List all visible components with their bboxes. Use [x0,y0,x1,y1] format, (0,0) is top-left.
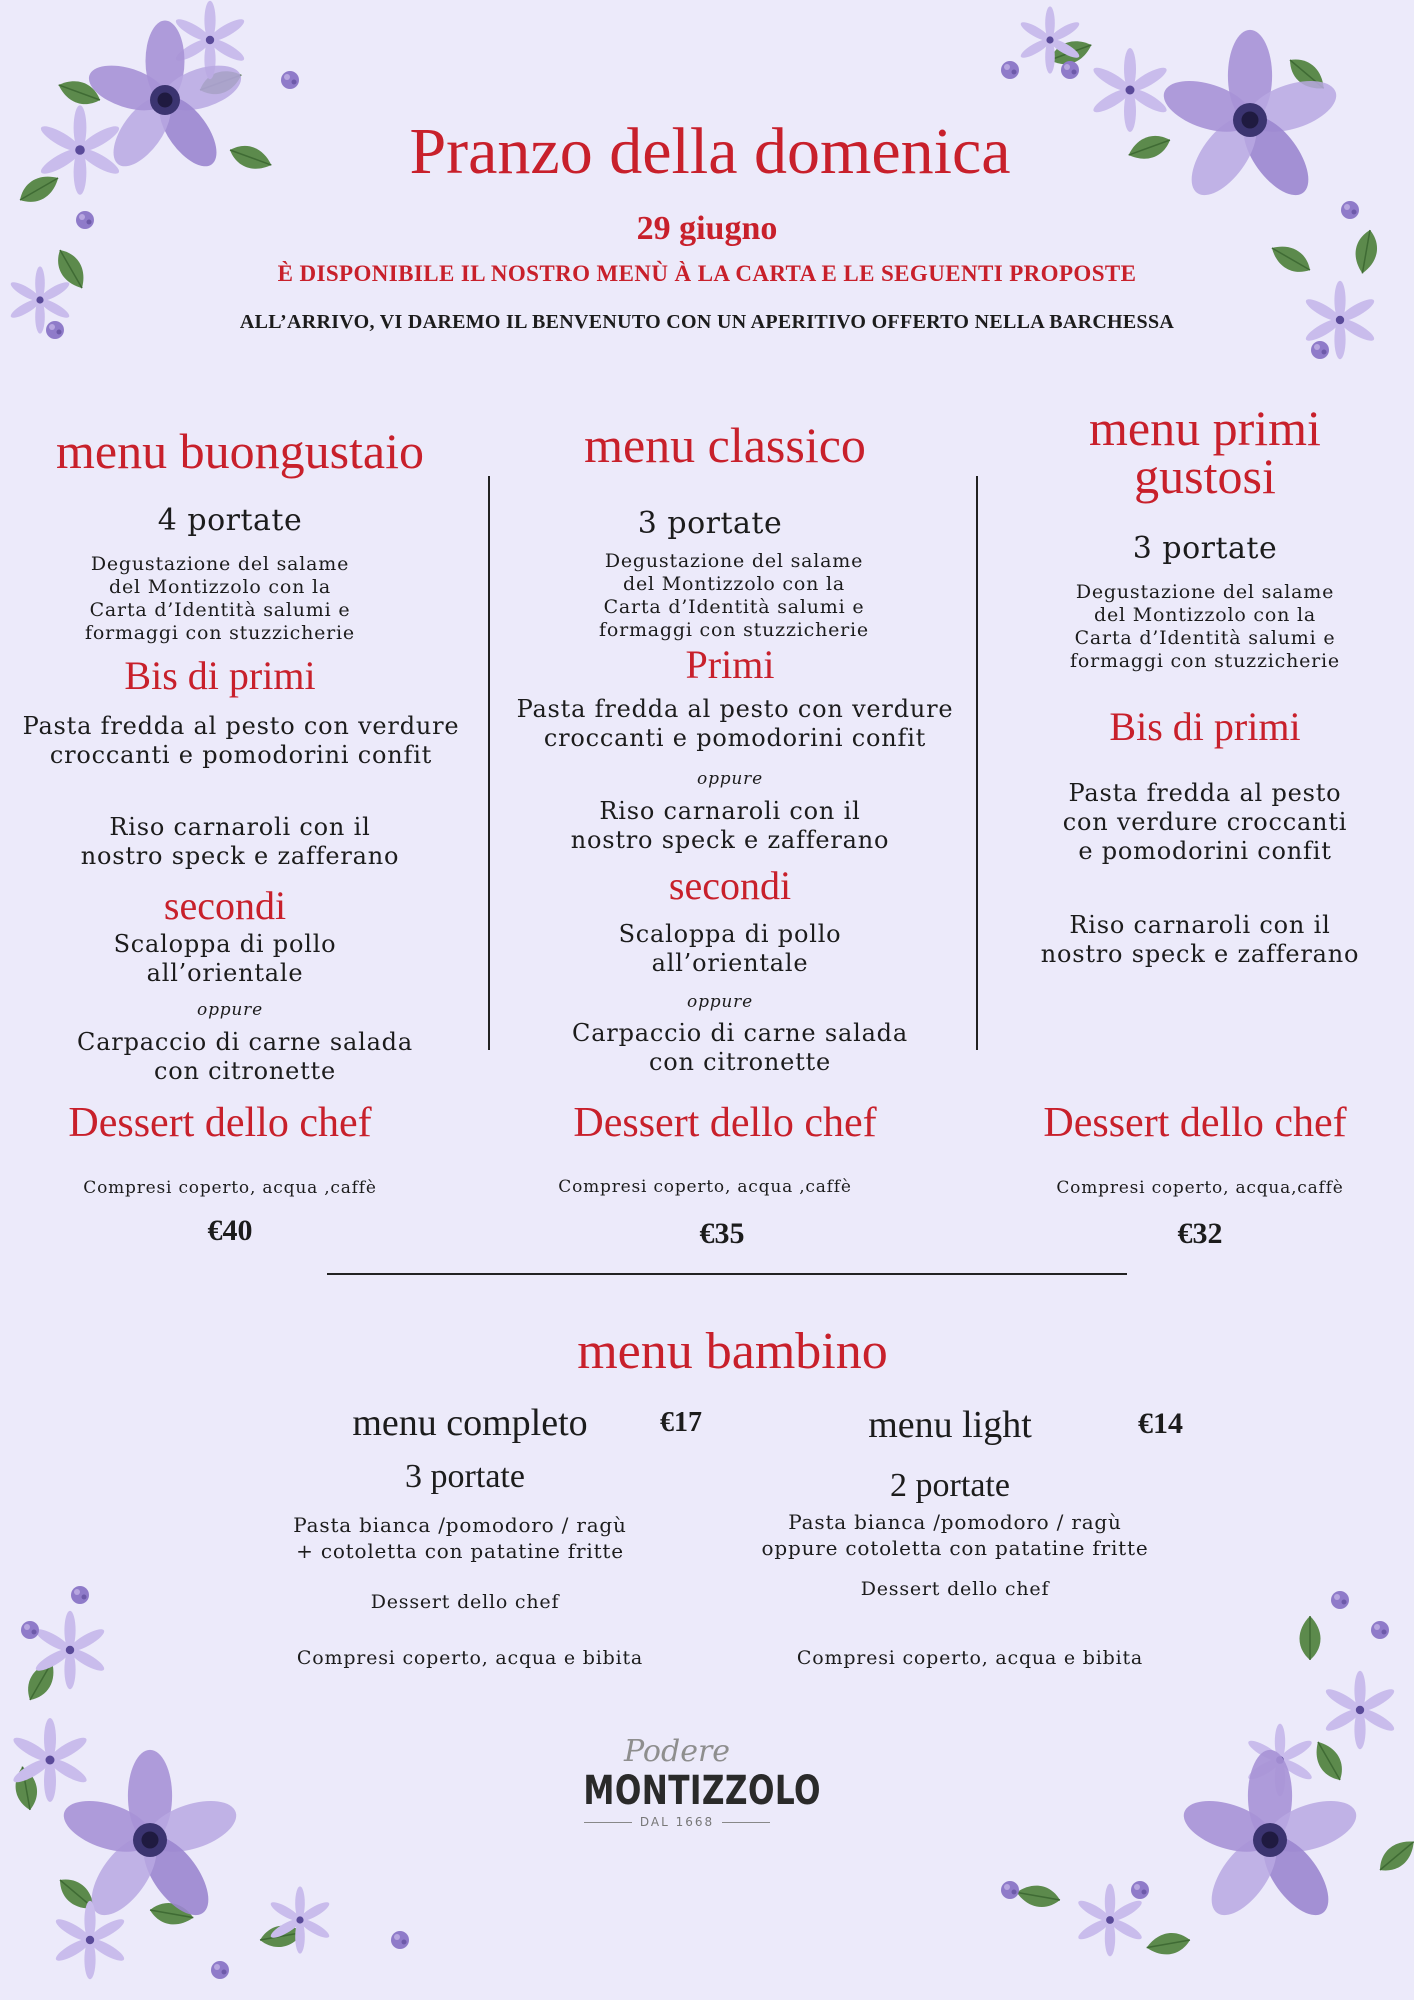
dish-line: Riso carnaroli con il [599,797,861,825]
floral-decoration-bottom-right [980,1580,1414,2000]
second-course-1 [530,920,930,978]
event-date: 29 giugno [636,210,778,247]
starter-line: del Montizzolo con la [623,573,845,595]
or-label: oppure [197,1000,263,1020]
dish-line: Pasta fredda al pesto con verdure [22,712,460,740]
kids-menu-light-title: menu light [868,1404,1032,1446]
kids-menu-complete-dessert: Dessert dello chef [370,1591,560,1613]
dish-line: Pasta bianca /pomodoro / ragù [293,1513,627,1537]
availability-notice: È DISPONIBILE IL NOSTRO MENÙ À LA CARTA E LE SEGUENTI PROPOSTE [277,261,1137,286]
logo-rule [722,1822,770,1823]
second-course-2 [520,1019,960,1077]
or-label: oppure [687,992,753,1012]
starter-line: Degustazione del salame [90,553,350,575]
dish-line: croccanti e pomodorini confit [543,724,927,752]
kids-menu-complete-price: €17 [660,1407,702,1438]
first-course-2 [520,797,940,855]
price: €32 [1177,1217,1223,1250]
logo [557,1734,821,1829]
course-count: 3 portate [1132,531,1278,566]
firsts-heading: Bis di primi [124,653,316,698]
dish-line: nostro speck e zafferano [1040,940,1360,968]
menu-title-line: menu primi [1089,400,1321,456]
included-note: Compresi coperto, acqua ,caffè [558,1177,852,1197]
dish-line: nostro speck e zafferano [80,842,400,870]
dish-line: all’orientale [146,959,304,987]
dish-line: oppure cotoletta con patatine fritte [761,1536,1149,1560]
second-course-2 [30,1028,460,1086]
first-course-1 [1005,779,1405,866]
firsts-heading: Bis di primi [1109,704,1301,749]
kids-menu-complete-courses: 3 portate [405,1458,525,1495]
seconds-heading: secondi [668,863,792,908]
dessert-heading: Dessert dello chef [1043,1100,1347,1146]
starter-line: Carta d’Identità salumi e [89,599,351,621]
dish-line: con citronette [648,1048,831,1076]
menu-title: menu buongustaio [55,423,425,479]
kids-menu-complete-dish [260,1512,660,1564]
seconds-heading: secondi [163,883,287,928]
dish-line: con citronette [153,1057,336,1085]
first-course-1 [495,695,975,753]
price: €40 [207,1214,253,1247]
dish-line: con verdure croccanti [1062,808,1348,836]
section-divider [327,1273,1127,1275]
starter-line: formaggi con stuzzicherie [1070,650,1340,672]
starter-line: del Montizzolo con la [1094,604,1316,626]
logo-since: DAL 1668 [639,1815,715,1829]
or-label: oppure [697,769,763,789]
included-note: Compresi coperto, acqua,caffè [1056,1178,1344,1198]
dish-line: Riso carnaroli con il [109,813,371,841]
starter-description [1015,581,1395,673]
dish-line: Pasta bianca /pomodoro / ragù [788,1510,1122,1534]
starter-line: Carta d’Identità salumi e [603,596,865,618]
dish-line: Carpaccio di carne salada [77,1028,413,1056]
floral-decoration-bottom-left [0,1580,440,2000]
logo-since-row [557,1815,797,1829]
dish-line: Pasta fredda al pesto [1068,779,1342,807]
first-course-1 [0,712,482,770]
kids-menu-light-courses: 2 portate [890,1467,1010,1504]
course-count: 4 portate [157,503,303,538]
floral-decoration-top-left [0,0,320,360]
floral-decoration-top-right [990,0,1414,400]
dish-line: croccanti e pomodorini confit [49,741,433,769]
second-course-1 [30,930,420,988]
dish-line: Carpaccio di carne salada [572,1019,908,1047]
logo-name: MONTIZZOLO [583,1768,821,1814]
kids-menu-light-price: €14 [1138,1407,1183,1440]
dish-line: Riso carnaroli con il [1069,911,1331,939]
dessert-heading: Dessert dello chef [68,1100,372,1146]
welcome-notice: ALL’ARRIVO, VI DAREMO IL BENVENUTO CON UN APERITIVO OFFERTO NELLA BARCHESSA [239,311,1175,333]
logo-script: Podere [623,1734,731,1769]
starter-line: formaggi con stuzzicherie [85,622,355,644]
dish-line: Scaloppa di pollo [618,920,842,948]
kids-menu-light-dish [735,1509,1175,1561]
page-title: Pranzo della domenica [409,115,1011,188]
course-count: 3 portate [637,506,783,541]
first-course-2 [30,813,450,871]
starter-line: Carta d’Identità salumi e [1074,627,1336,649]
menu-title: menu classico [584,417,866,473]
starter-line: Degustazione del salame [1075,581,1335,603]
dish-line: Scaloppa di pollo [113,930,337,958]
starter-line: del Montizzolo con la [109,576,331,598]
starter-line: formaggi con stuzzicherie [599,619,869,641]
kids-menu-title: menu bambino [577,1323,888,1380]
included-note: Compresi coperto, acqua ,caffè [83,1178,377,1198]
dish-line: e pomodorini confit [1078,837,1332,865]
dish-line: Pasta fredda al pesto con verdure [516,695,954,723]
starter-line: Degustazione del salame [604,550,864,572]
starter-description [544,550,924,642]
dessert-heading: Dessert dello chef [573,1100,877,1146]
kids-menu-complete-included: Compresi coperto, acqua e bibita [296,1647,644,1669]
column-divider-2 [976,476,978,1050]
price: €35 [699,1217,745,1250]
kids-menu-complete-title: menu completo [352,1402,588,1444]
column-divider-1 [488,476,490,1050]
dish-line: + cotoletta con patatine fritte [296,1539,624,1563]
menu-title-line: gustosi [1134,448,1276,504]
firsts-heading: Primi [685,642,775,687]
dish-line: all’orientale [651,949,809,977]
kids-menu-light-included: Compresi coperto, acqua e bibita [796,1647,1144,1669]
dish-line: nostro speck e zafferano [570,826,890,854]
logo-rule [584,1822,632,1823]
menu-title [1000,400,1410,504]
starter-description [30,553,410,645]
first-course-2 [1000,911,1400,969]
kids-menu-light-dessert: Dessert dello chef [860,1578,1050,1600]
